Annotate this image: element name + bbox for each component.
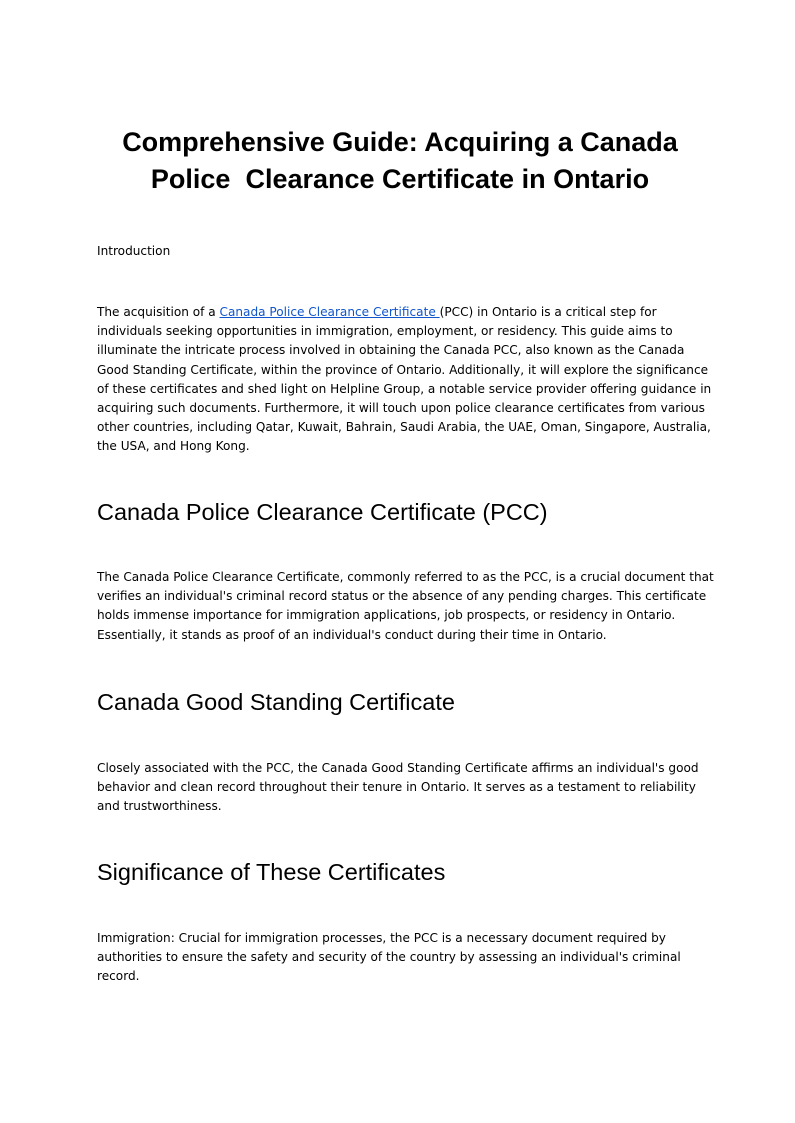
title-line-2: Police Clearance Certificate in Ontario — [150, 164, 650, 194]
pcc-paragraph — [97, 568, 714, 645]
paragraph-line: and trustworthiness. — [97, 799, 222, 814]
pcc-link[interactable]: Canada Police Clearance Certificate — [219, 305, 440, 319]
paragraph-line: holds immense importance for immigration applications, job prospects, or residency in Ontario. — [97, 608, 676, 623]
intro-label: Introduction — [97, 244, 171, 258]
paragraph-line: illuminate the intricate process involved in obtaining the Canada PCC, also known as the Canada — [97, 343, 685, 358]
intro-paragraph — [97, 303, 712, 457]
heading-pcc: Canada Police Clearance Certificate (PCC) — [97, 499, 548, 525]
paragraph-line: other countries, including Qatar, Kuwait, Bahrain, Saudi Arabia, the UAE, Oman, Singapore, Australia, — [97, 420, 711, 435]
paragraph-line: Immigration: Crucial for immigration processes, the PCC is a necessary document required by — [97, 931, 666, 945]
paragraph-line: Good Standing Certificate, within the province of Ontario. Additionally, it will explore the significance — [97, 362, 709, 377]
paragraph-line: verifies an individual's criminal record status or the absence of any pending charges. This certificate — [97, 589, 707, 604]
paragraph-line: behavior and clean record throughout their tenure in Ontario. It serves as a testament to reliability — [97, 780, 696, 795]
paragraph-line — [97, 303, 707, 322]
paragraph-line: Closely associated with the PCC, the Canada Good Standing Certificate affirms an individual's good — [97, 761, 699, 775]
significance-paragraph — [97, 929, 707, 987]
page-title — [60, 124, 740, 198]
good-standing-paragraph — [97, 759, 707, 817]
paragraph-line: individuals seeking opportunities in immigration, employment, or residency. This guide aims to — [97, 324, 673, 339]
text-after-link: (PCC) in Ontario is a critical step for — [439, 305, 657, 319]
paragraph-line: acquiring such documents. Furthermore, it will touch upon police clearance certificates from various — [97, 401, 705, 416]
paragraph-line: the USA, and Hong Kong. — [97, 439, 250, 454]
heading-significance: Significance of These Certificates — [97, 859, 446, 885]
heading-good-standing: Canada Good Standing Certificate — [97, 689, 455, 715]
paragraph-line: authorities to ensure the safety and security of the country by assessing an individual's criminal — [97, 950, 681, 965]
paragraph-line: record. — [97, 969, 140, 984]
paragraph-line: of these certificates and shed light on Helpline Group, a notable service provider offering guidance in — [97, 381, 712, 396]
text-before-link: The acquisition of a — [97, 305, 220, 319]
paragraph-line: Essentially, it stands as proof of an individual's conduct during their time in Ontario. — [97, 627, 607, 642]
title-line-1: Comprehensive Guide: Acquiring a Canada — [122, 127, 678, 157]
paragraph-line: The Canada Police Clearance Certificate, commonly referred to as the PCC, is a crucial document that — [97, 570, 714, 584]
